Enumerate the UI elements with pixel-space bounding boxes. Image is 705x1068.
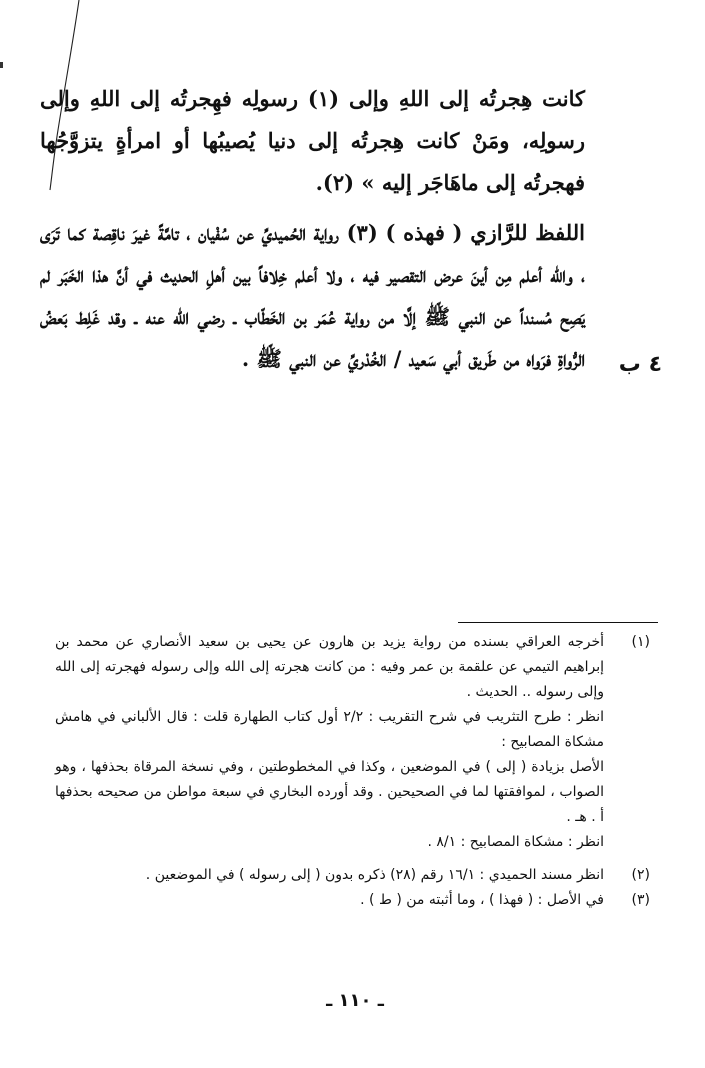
- footnote-2: [55, 863, 650, 888]
- footnote-number: (٢): [631, 867, 650, 883]
- main-paragraph-1: كانت هِجرتُه إلى اللهِ وإلى (١) رسولِه فهِجرتُه إلى اللهِ وإلى رسولِه، ومَنْ كانت هِجرتُه إلى دنيا يُصيبُها أو امرأةٍ يتزوَّجُها فهجرتُه إلى ماهَاجَر إليه » (٢).: [40, 86, 585, 195]
- footnote-line: انظر : طرح التثريب في شرح التقريب : ٢/٢ أول كتاب الطهارة قلت : قال الألباني في هامش مشكاة المصابيح :: [55, 709, 604, 750]
- footnote-separator: [458, 622, 658, 623]
- footnote-number: (٣): [631, 892, 650, 908]
- footnote-3: [55, 888, 650, 913]
- footnote-line: في الأصل : ( فهذا ) ، وما أثبته من ( ط ) .: [360, 892, 604, 908]
- footnote-number: (١): [631, 634, 650, 650]
- footnotes-section: [55, 630, 650, 913]
- page-number: ـ ١١٠ ـ: [326, 990, 384, 1011]
- footnote-1: [55, 630, 650, 855]
- main-paragraph-2: اللفظ للرَّازي ( فهذه ) (٣) رواية الحُميديِّ عن سُفْيان ، تامَّةً غيرَ ناقِصة كما تَرَى ، والله أعلم مِن أينَ عرض التقصير فيه ، ولا أعلم خِلافاً بين أهلِ الحديث في أنَّ هذا الخَبَر لم يَصِح مُسنداً عن النبي ﷺ إلَّا من رواية عُمَر بن الخَطّاب ـ رضي الله عنه ـ وقد غَلِط بَعضُ الرُّواةِ فرَواه من طَريق أبي سَعيد / الخُدْريِّ عن النبي ﷺ .: [40, 220, 585, 371]
- footnote-line: الأصل بزيادة ( إلى ) في الموضعين ، وكذا في المخطوطتين ، وفي نسخة المرقاة بحذفها ، وهو الصواب ، لموافقتها لما في الصحيحين . وقد أورده البخاري في سبعة مواطن من صحيحه بحذفها أ . هـ .: [55, 759, 604, 825]
- page-edge-mark: [0, 62, 3, 68]
- main-text-block: [40, 78, 585, 380]
- footnote-line: انظر مسند الحميدي : ١٦/١ رقم (٢٨) ذكره بدون ( إلى رسوله ) في الموضعين .: [145, 867, 604, 883]
- footnote-line: انظر : مشكاة المصابيح : ٨/١ .: [427, 834, 604, 850]
- folio-marginal-note: ٤ ب: [618, 352, 662, 377]
- footnote-line: أخرجه العراقي بسنده من رواية يزيد بن هارون عن يحيى بن سعيد الأنصاري عن محمد بن إبراهيم التيمي عن علقمة بن عمر وفيه : من كانت هجرته إلى الله وإلى رسوله فهجرته إلى الله وإلى رسوله .. الحديث .: [55, 634, 604, 700]
